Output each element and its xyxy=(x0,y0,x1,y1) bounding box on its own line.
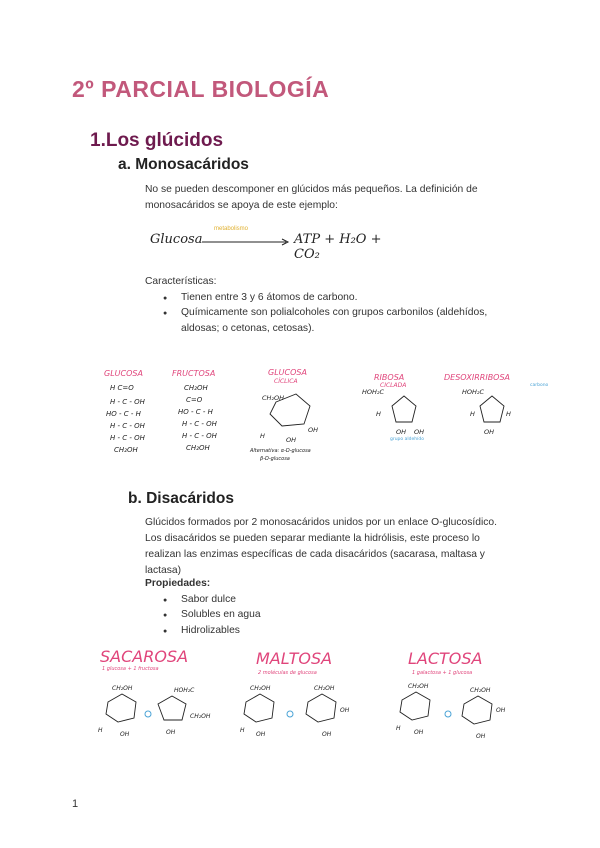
svg-text:H: H xyxy=(506,410,511,418)
svg-text:H - C - OH: H - C - OH xyxy=(110,422,145,430)
svg-text:HO - C - H: HO - C - H xyxy=(106,410,141,418)
svg-text:H: H xyxy=(396,725,401,732)
svg-text:HOH₂C: HOH₂C xyxy=(462,388,485,396)
label-sacarosa: SACAROSA xyxy=(100,647,189,666)
intro-line: No se pueden descomponer en glúcidos más pequeños. La definición de xyxy=(145,184,478,195)
caracteristicas-label: Características: xyxy=(145,276,217,287)
label-glucosa-ciclica-1: GLUCOSA xyxy=(268,368,307,377)
svg-text:OH: OH xyxy=(414,428,425,436)
equation-arrow-icon xyxy=(202,238,292,246)
svg-text:H: H xyxy=(240,727,245,734)
svg-text:H C=O: H C=O xyxy=(110,384,134,392)
svg-text:CH₂OH: CH₂OH xyxy=(114,446,138,454)
svg-text:CH₂OH: CH₂OH xyxy=(250,685,271,692)
note-lactosa: 1 galactosa + 1 glucosa xyxy=(412,670,473,676)
label-fructosa: FRUCTOSA xyxy=(172,369,216,378)
label-ribosa-1: RIBOSA xyxy=(374,373,405,382)
monosacaridos-intro xyxy=(145,182,525,214)
svg-text:OH: OH xyxy=(396,428,407,436)
para-line: Los disacáridos se pueden separar mediante la hidrólisis, este proceso lo xyxy=(145,533,480,544)
svg-text:grupo aldehído: grupo aldehído xyxy=(390,437,424,442)
note-maltosa: 2 moléculas de glucosa xyxy=(258,670,317,676)
label-glucosa-ciclica-2: CÍCLICA xyxy=(274,378,298,385)
alfa-note-2: β-D-glucosa xyxy=(260,456,290,462)
svg-text:H - C - OH: H - C - OH xyxy=(110,398,145,406)
equation-right: ATP + H₂O + CO₂ xyxy=(294,232,382,262)
svg-text:OH: OH xyxy=(256,731,266,738)
svg-text:OH: OH xyxy=(340,707,350,714)
label-lactosa: LACTOSA xyxy=(408,649,483,668)
svg-text:OH: OH xyxy=(496,707,506,714)
svg-text:OH: OH xyxy=(476,733,486,740)
para-line: lactasa) xyxy=(145,565,182,576)
svg-text:H: H xyxy=(98,727,103,734)
label-ribosa-2: CICLADA xyxy=(380,382,407,389)
svg-text:CH₂OH: CH₂OH xyxy=(184,384,208,392)
svg-text:H - C - OH: H - C - OH xyxy=(110,434,145,442)
disacaridos-intro xyxy=(145,515,535,579)
svg-text:CH₂OH: CH₂OH xyxy=(262,394,285,402)
svg-text:CH₂OH: CH₂OH xyxy=(470,687,491,694)
label-glucosa: GLUCOSA xyxy=(104,369,143,378)
svg-text:OH: OH xyxy=(166,729,176,736)
list-item: ● Químicamente son polialcoholes con grupos carbonilos (aldehídos, xyxy=(181,305,487,321)
svg-text:HO - C - H: HO - C - H xyxy=(178,408,213,416)
svg-text:CH₂OH: CH₂OH xyxy=(408,683,429,690)
svg-text:OH: OH xyxy=(308,426,319,434)
equation-left: Glucosa xyxy=(150,232,203,247)
svg-text:carbono: carbono xyxy=(530,383,549,388)
note-sacarosa: 1 glucosa + 1 fructosa xyxy=(102,666,159,672)
svg-text:OH: OH xyxy=(120,731,130,738)
section-heading-glucidos: 1.Los glúcidos xyxy=(90,130,224,151)
subheading-disacaridos: b. Disacáridos xyxy=(128,490,234,507)
list-item-continuation: aldosas; o cetonas, cetosas). xyxy=(181,322,315,334)
list-item: ● Solubles en agua xyxy=(181,607,261,623)
svg-text:OH: OH xyxy=(322,731,332,738)
svg-text:CH₂OH: CH₂OH xyxy=(314,685,335,692)
svg-text:H: H xyxy=(260,432,265,440)
caracteristicas-block xyxy=(145,274,487,336)
svg-text:CH₂OH: CH₂OH xyxy=(190,713,211,720)
list-item: ● Tienen entre 3 y 6 átomos de carbono. xyxy=(181,290,487,306)
propiedades-label: Propiedades: xyxy=(145,578,211,589)
svg-text:H: H xyxy=(470,410,475,418)
propiedades-block xyxy=(145,576,261,638)
para-line: realizan las enzimas específicas de cada disacáridos (sacarasa, maltasa y xyxy=(145,549,485,560)
svg-text:H - C - OH: H - C - OH xyxy=(182,432,217,440)
svg-text:H - C - OH: H - C - OH xyxy=(182,420,217,428)
list-item: ● Hidrolizables xyxy=(181,623,261,639)
svg-text:CH₂OH: CH₂OH xyxy=(186,444,210,452)
svg-text:C=O: C=O xyxy=(186,396,203,404)
svg-text:OH: OH xyxy=(414,729,424,736)
para-line: Glúcidos formados por 2 monosacáridos unidos por un enlace O-glucosídico. xyxy=(145,517,497,528)
alfa-note-1: Alternativa: α-D-glucosa xyxy=(250,448,311,454)
intro-line: monosacáridos se apoya de este ejemplo: xyxy=(145,200,338,211)
page-title: 2º PARCIAL BIOLOGÍA xyxy=(72,76,330,102)
svg-text:OH: OH xyxy=(286,436,297,444)
svg-text:HOH₂C: HOH₂C xyxy=(174,687,195,694)
svg-text:H: H xyxy=(376,410,381,418)
subheading-monosacaridos: a. Monosacáridos xyxy=(118,156,249,173)
label-desoxirribosa: DESOXIRRIBOSA xyxy=(444,373,511,382)
svg-text:CH₂OH: CH₂OH xyxy=(112,685,133,692)
svg-text:OH: OH xyxy=(484,428,495,436)
equation-arrow-label: metabolismo xyxy=(214,226,249,232)
label-maltosa: MALTOSA xyxy=(256,649,333,668)
monosacaridos-drawings xyxy=(100,366,560,466)
svg-text:HOH₂C: HOH₂C xyxy=(362,388,385,396)
disacaridos-drawings xyxy=(96,642,536,742)
glucose-equation xyxy=(150,226,390,262)
page-number: 1 xyxy=(72,798,79,810)
list-item: ● Sabor dulce xyxy=(181,592,261,608)
